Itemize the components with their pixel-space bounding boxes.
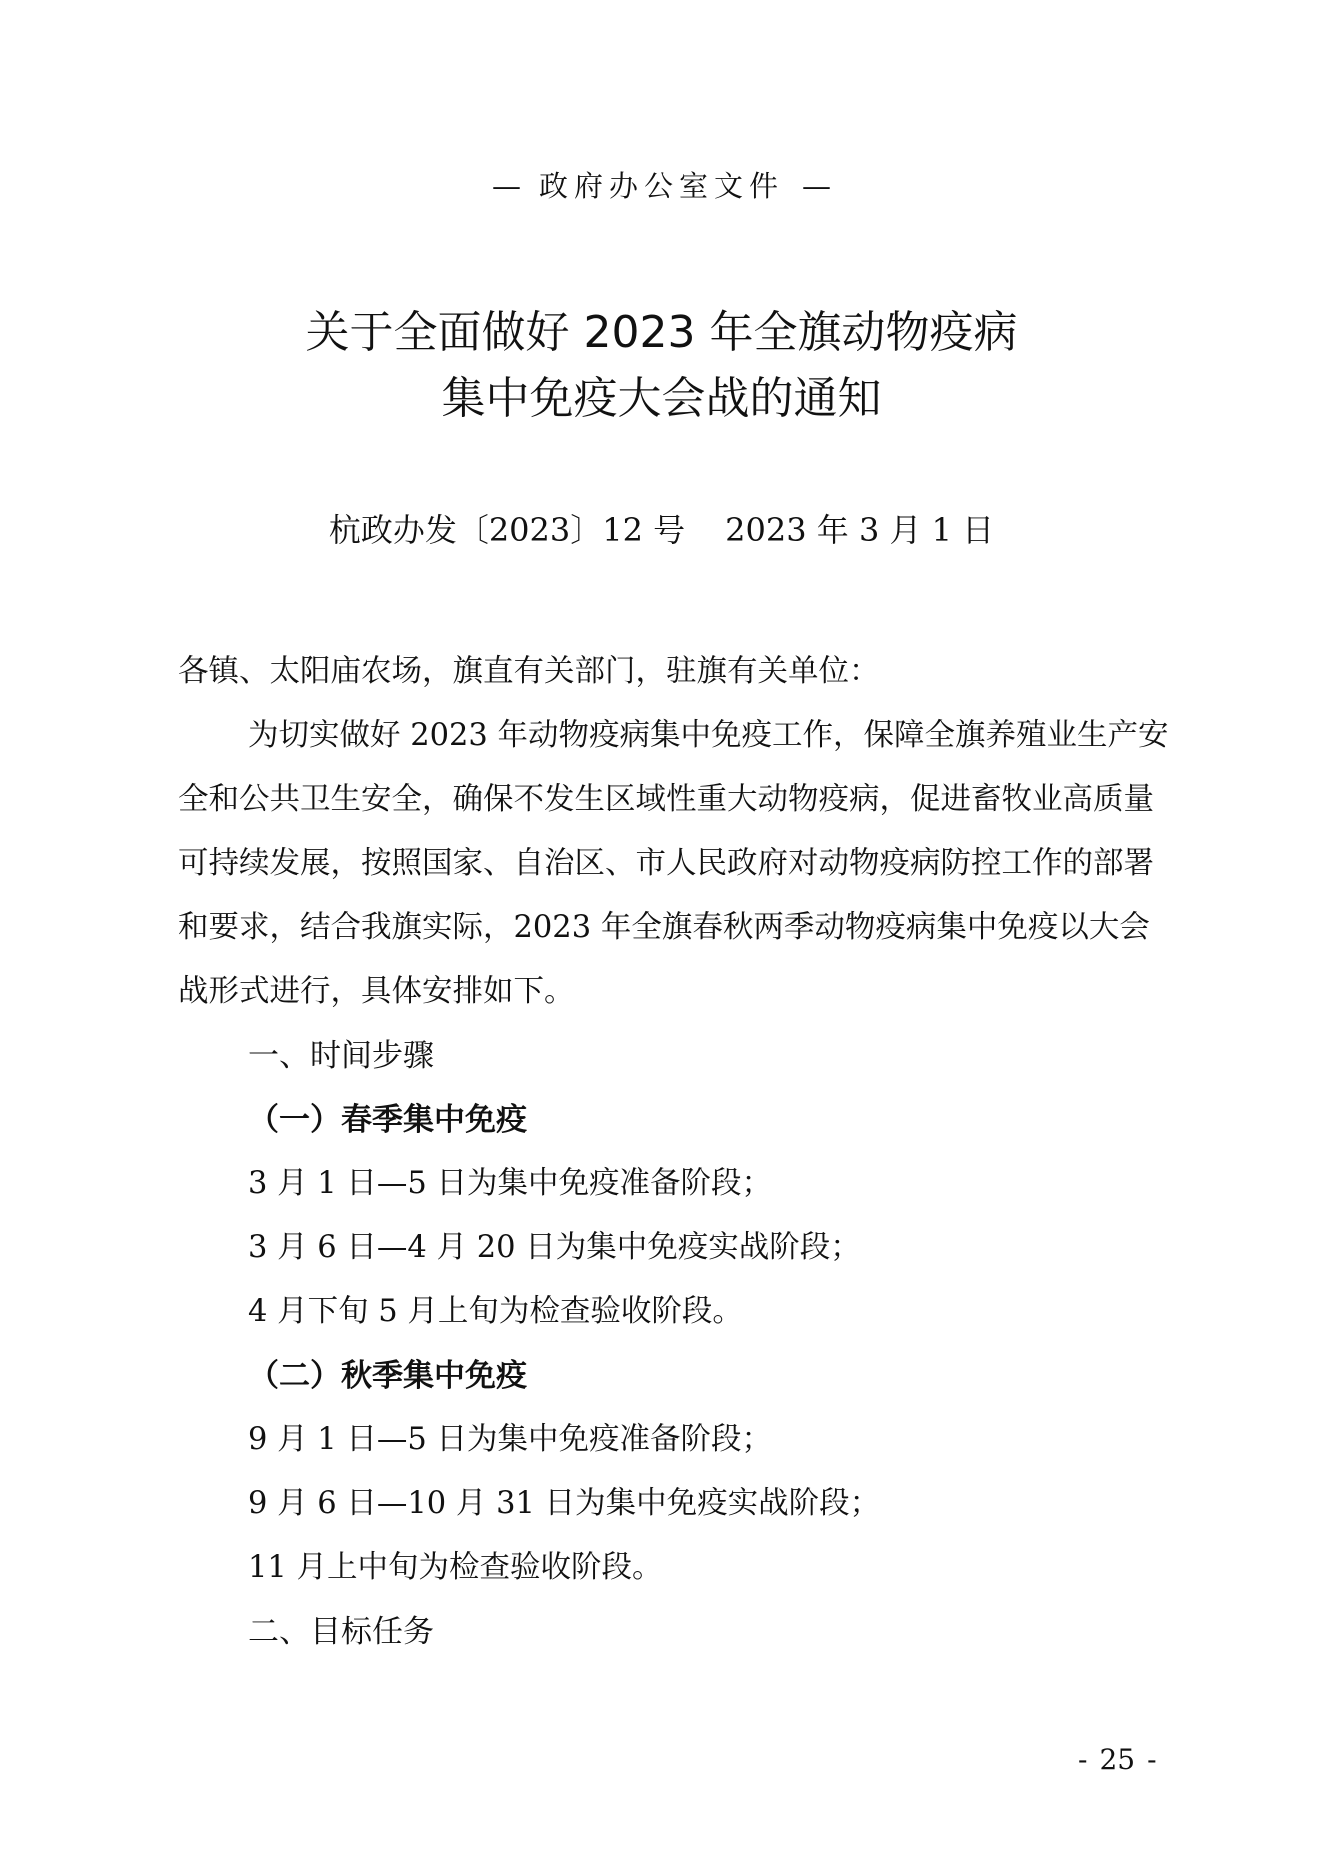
spring-item: 3 月 1 日—5 日为集中免疫准备阶段； xyxy=(248,1166,772,1201)
section-heading-targets: 二、目标任务 xyxy=(248,1614,434,1650)
autumn-item: 9 月 6 日—10 月 31 日为集中免疫实战阶段； xyxy=(248,1486,881,1521)
intro-line: 全和公共卫生安全，确保不发生区域性重大动物疫病，促进畜牧业高质量 xyxy=(178,782,1154,817)
document-date: 2023 年 3 月 1 日 xyxy=(725,511,995,549)
page-number-dash-left: - xyxy=(1078,1743,1088,1776)
header-label: 政府办公室文件 xyxy=(538,169,784,203)
document-number-line xyxy=(0,508,1323,552)
salutation: 各镇、太阳庙农场，旗直有关部门，驻旗有关单位： xyxy=(178,654,880,689)
header-dash-right: — xyxy=(802,169,831,203)
subsection-heading-spring: （一）春季集中免疫 xyxy=(248,1102,527,1138)
document-title xyxy=(0,300,1323,432)
intro-line: 战形式进行，具体安排如下。 xyxy=(178,974,575,1009)
intro-line: 为切实做好 2023 年动物疫病集中免疫工作，保障全旗养殖业生产安 xyxy=(248,718,1169,753)
title-line-2: 集中免疫大会战的通知 xyxy=(441,373,882,424)
document-body xyxy=(178,640,1168,1664)
intro-line: 和要求，结合我旗实际，2023 年全旗春秋两季动物疫病集中免疫以大会 xyxy=(178,910,1150,945)
document-number: 杭政办发〔2023〕12 号 xyxy=(328,511,686,549)
spring-item: 4 月下旬 5 月上旬为检查验收阶段。 xyxy=(248,1294,743,1329)
header-dash-left: — xyxy=(491,169,521,203)
spring-item: 3 月 6 日—4 月 20 日为集中免疫实战阶段； xyxy=(248,1230,861,1265)
autumn-item: 9 月 1 日—5 日为集中免疫准备阶段； xyxy=(248,1422,772,1457)
subsection-heading-autumn: （二）秋季集中免疫 xyxy=(248,1358,527,1394)
page-number-dash-right: - xyxy=(1147,1743,1157,1776)
document-header xyxy=(0,166,1323,206)
page-number-value: 25 xyxy=(1099,1743,1136,1776)
title-line-1: 关于全面做好 2023 年全旗动物疫病 xyxy=(305,307,1018,358)
page-number xyxy=(1066,1740,1169,1780)
autumn-item: 11 月上中旬为检查验收阶段。 xyxy=(248,1550,663,1585)
section-heading-time-steps: 一、时间步骤 xyxy=(248,1038,434,1074)
intro-line: 可持续发展，按照国家、自治区、市人民政府对动物疫病防控工作的部署 xyxy=(178,846,1154,881)
